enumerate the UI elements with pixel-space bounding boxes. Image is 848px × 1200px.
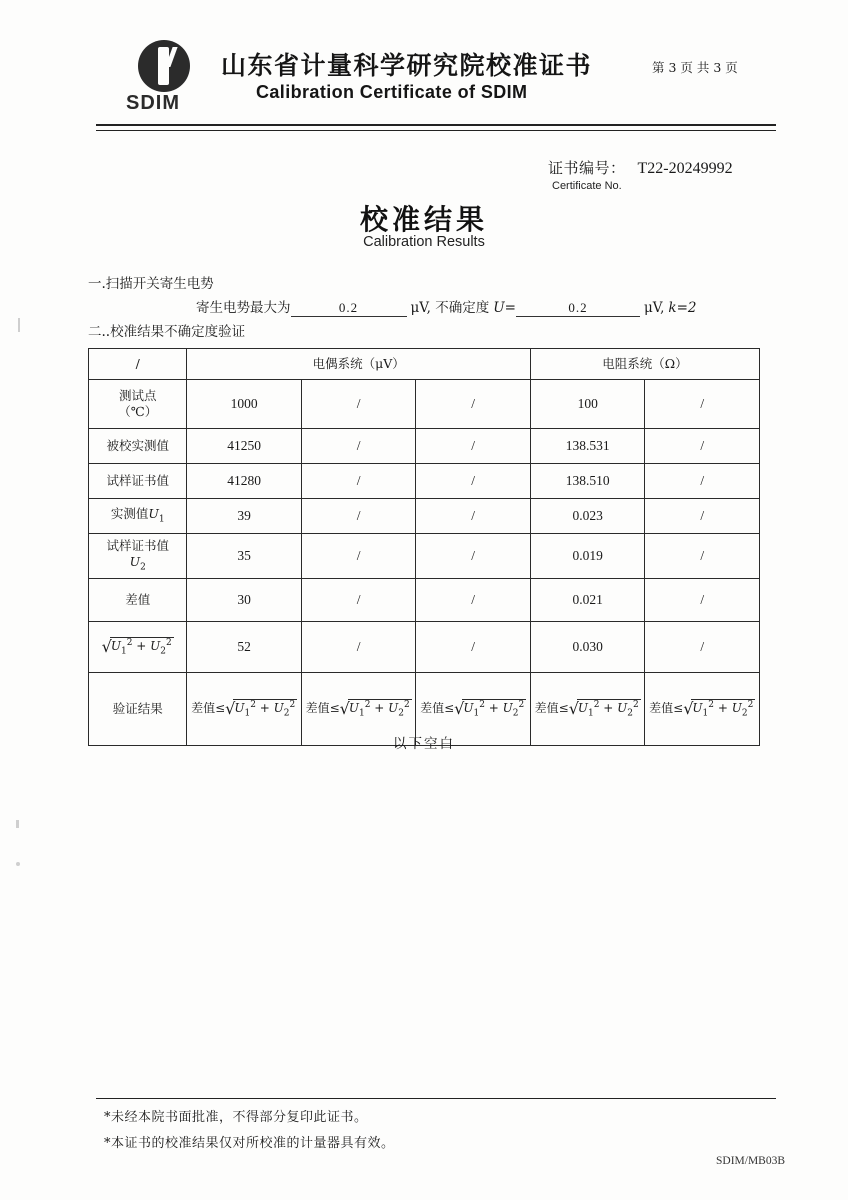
cell-value: / [645, 622, 760, 673]
sdim-logo [126, 40, 212, 116]
verify-prefix: 差值≤ [420, 701, 455, 716]
uncertainty-symbol: U= [493, 300, 516, 316]
uncertainty-unit: μV, [643, 300, 665, 316]
header-title-cn: 山东省计量科学研究院校准证书 [221, 51, 593, 80]
parasitic-emf-lead: 寄生电势最大为 [196, 300, 291, 316]
certificate-number-label-en: Certificate No. [552, 180, 622, 192]
cell-value: 138.531 [530, 429, 645, 464]
rss-formula: $√U_1^2 + U_2^2$ [101, 636, 172, 657]
certificate-number-value: T22-20249992 [637, 160, 733, 177]
cell-value: / [416, 579, 531, 622]
cell-value: / [645, 579, 760, 622]
cell-value: / [416, 499, 531, 534]
scan-artifact [18, 318, 20, 332]
cell-value: 41250 [187, 429, 302, 464]
page-title: 校准结果 [359, 203, 488, 236]
blank-below-note: 以下空白 [393, 736, 455, 752]
cell-value: / [301, 622, 416, 673]
page-indicator: 第 3 页 共 3 页 [652, 60, 738, 75]
cell-value: / [301, 429, 416, 464]
cell-value: 39 [187, 499, 302, 534]
cell-value: 0.023 [530, 499, 645, 534]
cell-value: 0.019 [530, 534, 645, 579]
document-header [96, 38, 776, 118]
cell-value: 41280 [187, 464, 302, 499]
row-label-difference: 差值 [89, 579, 187, 622]
group-header-resistance: 电阻系统（Ω） [530, 349, 759, 380]
parasitic-emf-value: 0.2 [291, 300, 407, 317]
cell-value: 52 [187, 622, 302, 673]
logo-mark-icon [138, 40, 196, 94]
parasitic-emf-unit-and-uncertainty: μV, 不确定度 [410, 300, 490, 316]
rss-formula: $√U_1^2 + U_2^2$ [683, 698, 754, 719]
verify-prefix: 差值≤ [305, 701, 340, 716]
footer-note-2: *本证书的校准结果仅对所校准的计量器具有效。 [104, 1136, 395, 1151]
table-row [89, 429, 760, 464]
section-2-heading: 二..校准结果不确定度验证 [88, 324, 246, 340]
verify-prefix: 差值≤ [191, 701, 226, 716]
row-label-line1: 测试点 [118, 388, 157, 404]
cell-value: / [645, 380, 760, 429]
verify-prefix: 差值≤ [649, 701, 684, 716]
table-corner-cell: / [89, 349, 187, 380]
cell-value: / [301, 579, 416, 622]
cell-value: 35 [187, 534, 302, 579]
certificate-number-row [548, 157, 733, 178]
rss-formula: $√U_1^2 + U_2^2$ [454, 698, 525, 719]
cell-value: / [416, 429, 531, 464]
row-label-sample-u2: 试样证书值 $U_2$ [89, 534, 187, 579]
cell-value: / [645, 429, 760, 464]
section-1-statement [196, 296, 697, 317]
cell-value: / [416, 534, 531, 579]
cell-value: 0.030 [530, 622, 645, 673]
table-row [89, 499, 760, 534]
cell-value: 1000 [187, 380, 302, 429]
cell-value: / [301, 380, 416, 429]
header-title-en: Calibration Certificate of SDIM [256, 82, 528, 102]
row-label-measured-u1: 实测值$U_1$ [89, 499, 187, 534]
certificate-number-label: 证书编号： [548, 159, 626, 177]
results-table-wrapper [88, 348, 760, 746]
table-row [89, 534, 760, 579]
table-header-row [89, 349, 760, 380]
row-label-sample-certificate: 试样证书值 [89, 464, 187, 499]
group-header-thermocouple: 电偶系统（μV） [187, 349, 531, 380]
scan-artifact [16, 862, 20, 866]
row-label-measured: 被校实测值 [89, 429, 187, 464]
row-label-line2: （℃） [118, 404, 158, 419]
coverage-factor: k=2 [668, 300, 697, 316]
row-label-verification: 验证结果 [89, 673, 187, 746]
uncertainty-value: 0.2 [516, 300, 640, 317]
cell-value: / [301, 499, 416, 534]
rss-formula: $√U_1^2 + U_2^2$ [225, 698, 296, 719]
logo-wordmark: SDIM [126, 92, 180, 114]
footer-note-1: *未经本院书面批准，不得部分复印此证书。 [104, 1110, 368, 1125]
cell-value: / [416, 464, 531, 499]
cell-value: 100 [530, 380, 645, 429]
scan-artifact [16, 820, 19, 828]
cell-value: / [645, 534, 760, 579]
cell-value: / [301, 534, 416, 579]
cell-value: / [645, 499, 760, 534]
header-divider [96, 124, 776, 131]
cell-value: 30 [187, 579, 302, 622]
cell-value: 0.021 [530, 579, 645, 622]
table-row [89, 579, 760, 622]
cell-value: / [416, 622, 531, 673]
rss-formula: $√U_1^2 + U_2^2$ [568, 698, 639, 719]
cell-value: / [301, 464, 416, 499]
table-row [89, 622, 760, 673]
footer-divider [96, 1098, 776, 1099]
section-1-heading: 一.扫描开关寄生电势 [88, 276, 214, 292]
row-label-rss [89, 622, 187, 673]
cell-value: / [645, 464, 760, 499]
calibration-results-table [88, 348, 760, 746]
table-row [89, 380, 760, 429]
table-row [89, 464, 760, 499]
rss-formula: $√U_1^2 + U_2^2$ [339, 698, 410, 719]
cell-value: / [416, 380, 531, 429]
page-title-en: Calibration Results [363, 234, 485, 250]
footer-form-code: SDIM/MB03B [716, 1155, 786, 1167]
verify-prefix: 差值≤ [534, 701, 569, 716]
cell-value: 138.510 [530, 464, 645, 499]
row-label-test-point [89, 380, 187, 429]
